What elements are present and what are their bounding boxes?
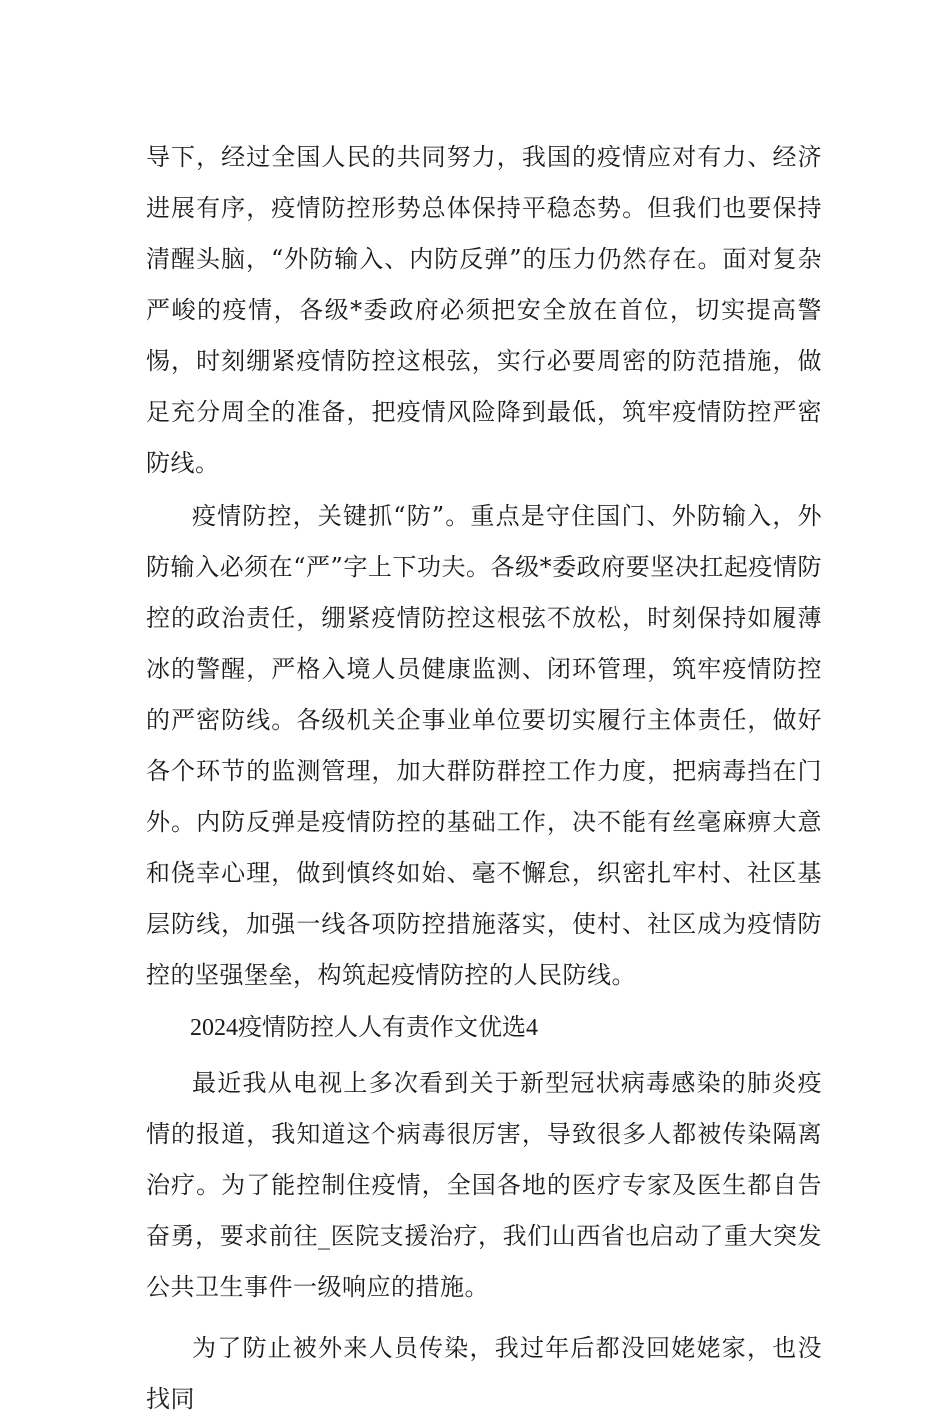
paragraph-4: 为了防止被外来人员传染，我过年后都没回姥姥家，也没找同	[146, 1334, 822, 1413]
paragraph-2: 疫情防控，关键抓“防”。重点是守住国门、外防输入，外防输入必须在“严”字上下功夫。各级*委政府要坚决扛起疫情防控的政治责任，绷紧疫情防控这根弦不放松，时刻保持如履薄冰的警醒，严格入境人员健康监测、闭环管理，筑牢疫情防控的严密防线。各级机关企事业单位要切实履行主体责任，做好各个环节的监测管理，加大群防群控工作力度，把病毒挡在门外。内防反弹是疫情防控的基础工作，决不能有丝毫麻痹大意和侥幸心理，做到慎终如始、毫不懈怠，织密扎牢村、社区基层防线，加强一线各项防控措施落实，使村、社区成为疫情防控的坚强堡垒，构筑起疫情防控的人民防线。	[146, 502, 822, 989]
section-heading: 2024疫情防控人人有责作文优选4	[190, 1015, 538, 1041]
document-body	[146, 132, 822, 1425]
paragraph-3: 最近我从电视上多次看到关于新型冠状病毒感染的肺炎疫情的报道，我知道这个病毒很厉害，导致很多人都被传染隔离治疗。为了能控制住疫情，全国各地的医疗专家及医生都自告奋勇，要求前往_医院支援治疗，我们山西省也启动了重大突发公共卫生事件一级响应的措施。	[146, 1069, 822, 1301]
paragraph-1: 导下，经过全国人民的共同努力，我国的疫情应对有力、经济进展有序，疫情防控形势总体保持平稳态势。但我们也要保持清醒头脑，“外防输入、内防反弹”的压力仍然存在。面对复杂严峻的疫情，各级*委政府必须把安全放在首位，切实提高警惕，时刻绷紧疫情防控这根弦，实行必要周密的防范措施，做足充分周全的准备，把疫情风险降到最低，筑牢疫情防控严密防线。	[146, 143, 822, 477]
